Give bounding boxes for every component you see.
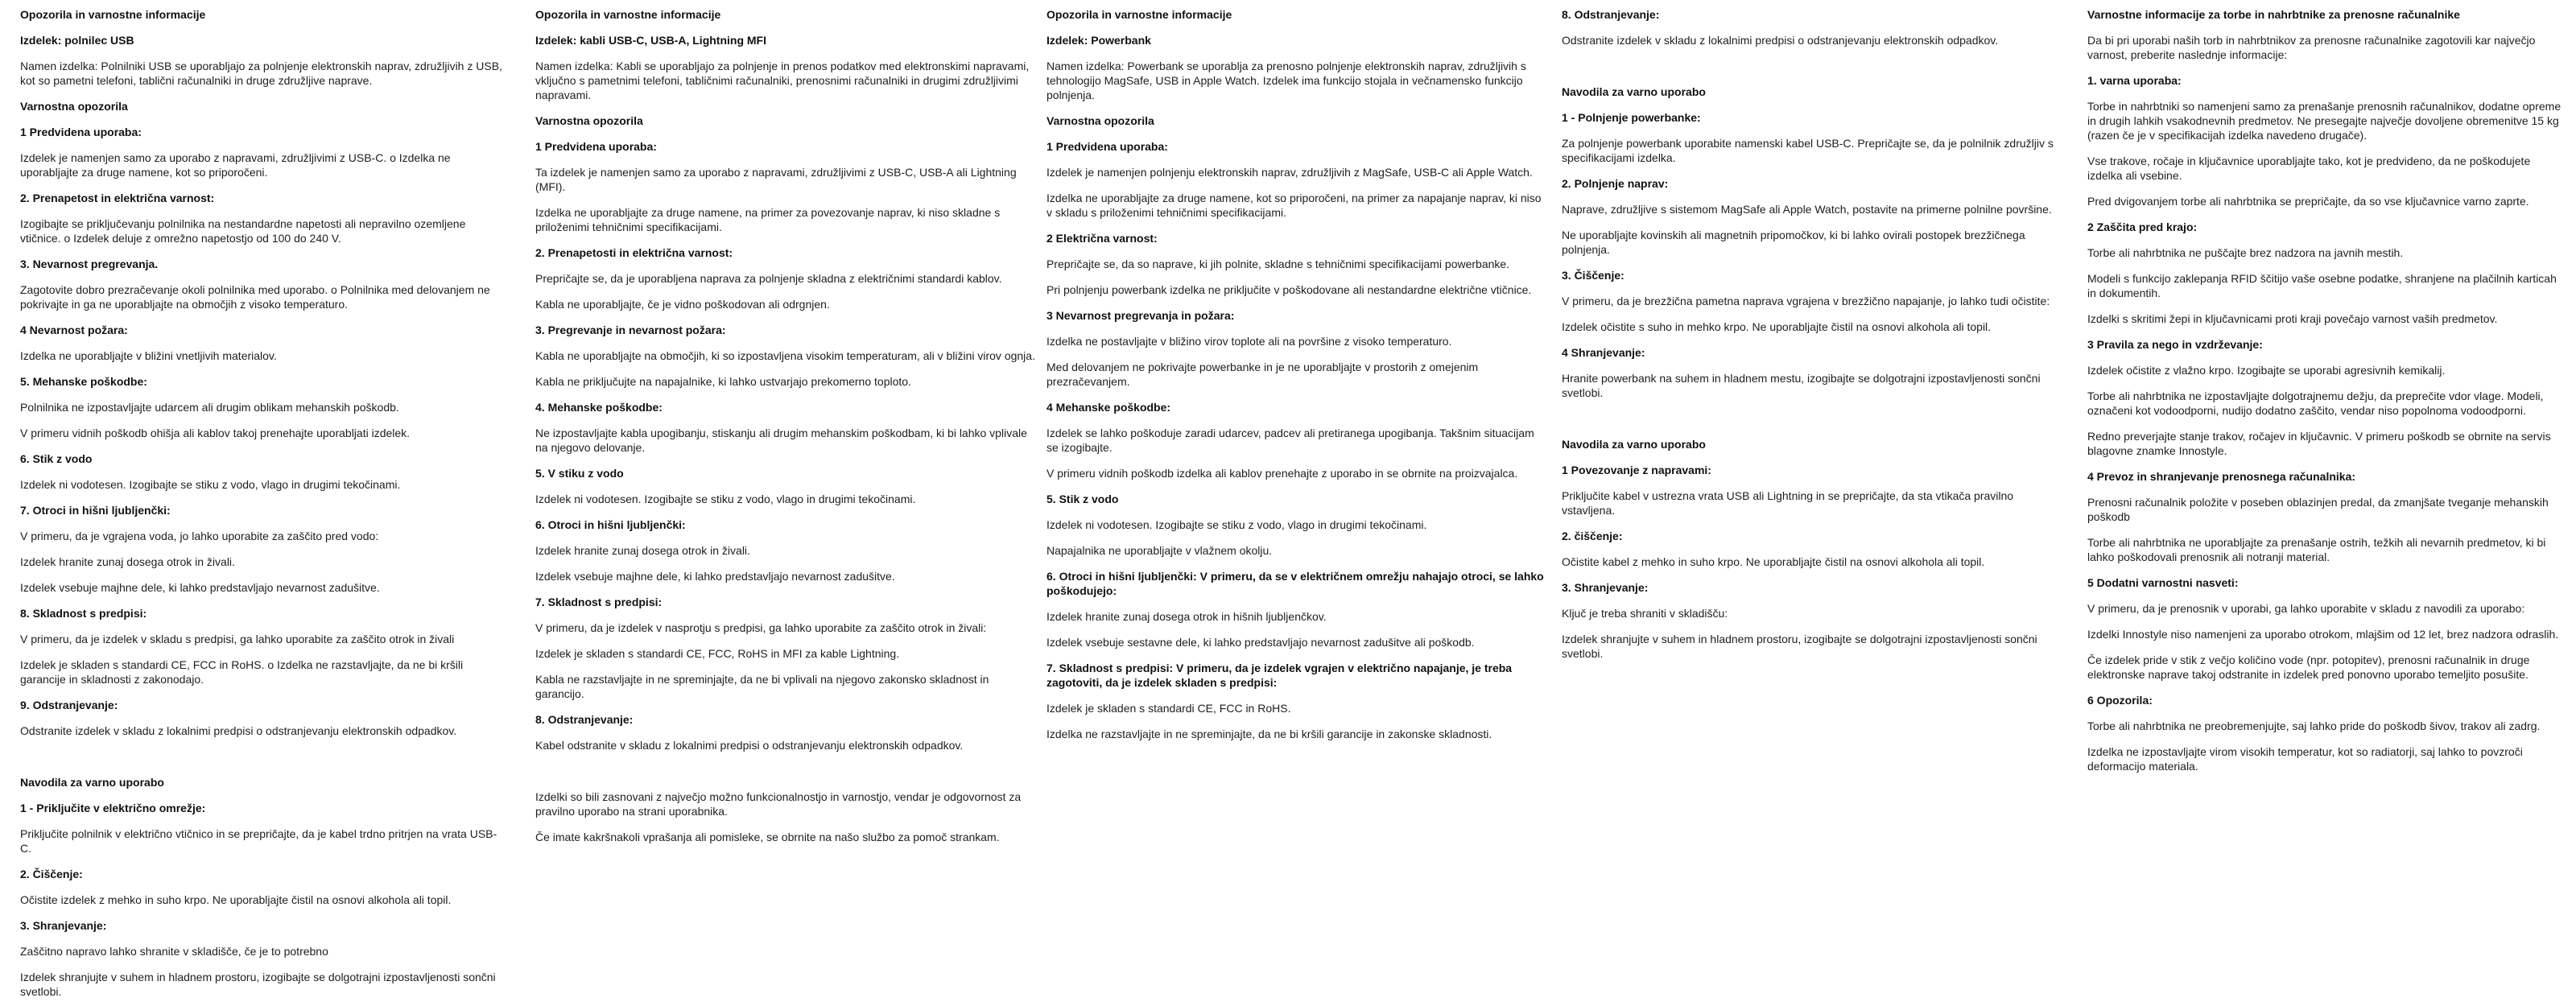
paragraph: Priključite polnilnik v električno vtičnico in se prepričajte, da je kabel trdno pritrjen na vrata USB-C.	[20, 827, 497, 855]
paragraph: Izdelek je namenjen polnjenju elektronskih naprav, združljivih z MagSafe, USB-C ali Apple Watch.	[1046, 166, 1533, 179]
column-powerbank-navodila	[1562, 7, 2058, 672]
section-heading: Navodila za varno uporabo	[1562, 85, 1706, 98]
paragraph: V primeru, da je izdelek v nasprotju s predpisi, ga lahko uporabite za zaščito otrok in živali:	[535, 621, 987, 634]
paragraph: V primeru, da je vgrajena voda, jo lahko uporabite za zaščito pred vodo:	[20, 530, 379, 542]
paragraph: Torbe ali nahrbtnika ne preobremenjujte, saj lahko pride do poškodb šivov, trakov ali zadrg.	[2087, 719, 2541, 732]
section-heading: 9. Odstranjevanje:	[20, 699, 118, 711]
section-gap	[20, 749, 503, 764]
paragraph: Izdelek vsebuje sestavne dele, ki lahko predstavljajo nevarnost zadušitve ali poškodb.	[1046, 636, 1475, 649]
section-heading: Izdelek: Powerbank	[1046, 34, 1151, 47]
section-heading: 6 Opozorila:	[2087, 694, 2153, 707]
paragraph: Prepričajte se, da so naprave, ki jih polnite, skladne s tehničnimi specifikacijami powerbanke.	[1046, 258, 1510, 270]
section-heading: 2 Električna varnost:	[1046, 232, 1158, 245]
paragraph: Kabla ne razstavljajte in ne spreminjajte, da ne bi vplivali na njegovo zakonsko skladnost in garancijo.	[535, 673, 989, 700]
paragraph: Izdelki Innostyle niso namenjeni za uporabo otrokom, mlajšim od 12 let, brez nadzora odraslih.	[2087, 628, 2559, 641]
section-heading: 1 Predvidena uporaba:	[1046, 140, 1168, 153]
paragraph: Če imate kakršnakoli vprašanja ali pomisleke, se obrnite na našo službo za pomoč strankam.	[535, 831, 1000, 843]
section-heading: Varnostne informacije za torbe in nahrbtnike za prenosne računalnike	[2087, 8, 2460, 21]
section-heading: 6. Stik z vodo	[20, 452, 93, 465]
section-heading: 2. Polnjenje naprav:	[1562, 177, 1669, 190]
section-heading: 4. Mehanske poškodbe:	[535, 401, 663, 414]
section-heading: 1. varna uporaba:	[2087, 74, 2182, 87]
paragraph: Namen izdelka: Kabli se uporabljajo za polnjenje in prenos podatkov med elektronskimi napravami, vključno s pametnimi telefoni, tabličnimi računalniki, prenosnimi računalniki in drugimi združljivimi napravami.	[535, 60, 1030, 101]
paragraph: Izdelek hranite zunaj dosega otrok in živali.	[20, 555, 235, 568]
paragraph: Kabel odstranite v skladu z lokalnimi predpisi o odstranjevanju elektronskih odpadkov.	[535, 739, 964, 752]
section-heading: 1 - Polnjenje powerbanke:	[1562, 111, 1701, 124]
paragraph: Torbe in nahrbtniki so namenjeni samo za prenašanje prenosnih računalnikov, dodatne opreme in drugih lahkih vsakodnevnih predmetov. Ne presegajte največje dovoljene obremenitve 15 kg (razen če je v specifikacijah izdelka navedeno drugače).	[2087, 100, 2562, 142]
paragraph: Odstranite izdelek v skladu z lokalnimi predpisi o odstranjevanju elektronskih odpadkov.	[1562, 34, 1999, 47]
section-heading: 2 Zaščita pred krajo:	[2087, 221, 2198, 233]
paragraph: Modeli s funkcijo zaklepanja RFID ščitijo vaše osebne podatke, shranjene na plačilnih karticah in dokumentih.	[2087, 272, 2557, 299]
paragraph: V primeru, da je izdelek v skladu s predpisi, ga lahko uporabite za zaščito otrok in živali	[20, 633, 455, 645]
section-heading: 4 Shranjevanje:	[1562, 346, 1645, 359]
paragraph: Polnilnika ne izpostavljajte udarcem ali drugim oblikam mehanskih poškodb.	[20, 401, 399, 414]
section-heading: 3. Pregrevanje in nevarnost požara:	[535, 324, 726, 336]
paragraph: Pri polnjenju powerbank izdelka ne priključite v poškodovane ali nestandardne električne vtičnice.	[1046, 283, 1532, 296]
paragraph: Vse trakove, ročaje in ključavnice uporabljajte tako, kot je predvideno, da ne poškodujete izdelka ali vsebine.	[2087, 155, 2531, 182]
column-torbe-nahrbtniki	[2087, 7, 2564, 785]
section-heading: Varnostna opozorila	[535, 114, 643, 127]
paragraph: Izdelek ni vodotesen. Izogibajte se stiku z vodo, vlago in drugimi tekočinami.	[535, 493, 916, 505]
section-heading: 3 Pravila za nego in vzdrževanje:	[2087, 338, 2263, 351]
paragraph: Izdelka ne uporabljajte v bližini vnetljivih materialov.	[20, 349, 277, 362]
paragraph: Ta izdelek je namenjen samo za uporabo z napravami, združljivimi z USB-C, USB-A ali Lightning (MFI).	[535, 166, 1017, 193]
section-heading: Izdelek: polnilec USB	[20, 34, 134, 47]
paragraph: Namen izdelka: Polnilniki USB se uporabljajo za polnjenje elektronskih naprav, združljivih z USB, kot so pametni telefoni, tablični računalniki in druge združljive naprave.	[20, 60, 502, 87]
paragraph: Očistite kabel z mehko in suho krpo. Ne uporabljajte čistil na osnovi alkohola ali topil.	[1562, 555, 1985, 568]
paragraph: Ključ je treba shraniti v skladišču:	[1562, 607, 1728, 620]
paragraph: Zagotovite dobro prezračevanje okoli polnilnika med uporabo. o Polnilnika med delovanjem ne pokrivajte in ga ne uporabljajte na območjih z visoko temperaturo.	[20, 283, 490, 311]
section-heading: Opozorila in varnostne informacije	[20, 8, 206, 21]
paragraph: Redno preverjajte stanje trakov, ročajev in ključavnic. V primeru poškodb se obrnite na servis blagovne znamke Innostyle.	[2087, 430, 2551, 457]
section-heading: 4 Nevarnost požara:	[20, 324, 128, 336]
section-heading: Opozorila in varnostne informacije	[1046, 8, 1232, 21]
section-heading: 1 - Priključite v električno omrežje:	[20, 802, 206, 814]
section-heading: 5. V stiku z vodo	[535, 467, 624, 480]
section-heading: 7. Skladnost s predpisi: V primeru, da je izdelek vgrajen v električno napajanje, je treba zagotoviti, da je izdelek skladen s predpisi:	[1046, 662, 1513, 689]
section-heading: 8. Odstranjevanje:	[1562, 8, 1660, 21]
section-heading: 3 Nevarnost pregrevanja in požara:	[1046, 309, 1235, 322]
section-gap	[1562, 59, 2058, 73]
section-heading: 2. Čiščenje:	[20, 868, 83, 880]
paragraph: Izdelka ne izpostavljajte virom visokih temperatur, kot so radiatorji, saj lahko to povzroči deformacijo materiala.	[2087, 745, 2523, 773]
paragraph: V primeru, da je brezžična pametna naprava vgrajena v brezžično napajanje, jo lahko tudi očistite:	[1562, 295, 2050, 307]
paragraph: Izogibajte se priključevanju polnilnika na nestandardne napetosti ali nepravilno ozemljene vtičnice. o Izdelek deluje z omrežno napetostjo od 100 do 240 V.	[20, 217, 466, 245]
paragraph: Prepričajte se, da je uporabljena naprava za polnjenje skladna z električnimi standardi kablov.	[535, 272, 1002, 285]
section-heading: 2. Prenapetost in električna varnost:	[20, 192, 215, 204]
paragraph: V primeru vidnih poškodb izdelka ali kablov prenehajte z uporabo in se obrnite na proizvajalca.	[1046, 467, 1518, 480]
section-heading: 1 Predvidena uporaba:	[535, 140, 657, 153]
section-heading: Navodila za varno uporabo	[20, 776, 164, 789]
paragraph: Kabla ne priključujte na napajalnike, ki lahko ustvarjajo prekomerno toploto.	[535, 375, 911, 388]
section-heading: 3. Nevarnost pregrevanja.	[20, 258, 159, 270]
paragraph: Izdelek se lahko poškoduje zaradi udarcev, padcev ali pretiranega upogibanja. Takšnim situacijam se izogibajte.	[1046, 427, 1534, 454]
section-heading: 6. Otroci in hišni ljubljenčki: V primeru, da se v električnem omrežju nahajajo otroci, se lahko poškodujejo:	[1046, 570, 1544, 597]
paragraph: Namen izdelka: Powerbank se uporablja za prenosno polnjenje elektronskih naprav, združljivih s tehnologijo MagSafe, USB in Apple Watch. Izdelek ima funkcijo stojala in večnamensko funkcijo polnjenja.	[1046, 60, 1526, 101]
paragraph: Torbe ali nahrbtnika ne puščajte brez nadzora na javnih mestih.	[2087, 246, 2404, 259]
paragraph: Izdelek ni vodotesen. Izogibajte se stiku z vodo, vlago in drugimi tekočinami.	[1046, 518, 1427, 531]
section-heading: 7. Otroci in hišni ljubljenčki:	[20, 504, 171, 517]
paragraph: Izdelka ne uporabljajte za druge namene, kot so priporočeni, na primer za napajanje naprav, ki niso v skladu s priloženimi tehničnimi specifikacijami.	[1046, 192, 1542, 219]
section-heading: 5. Mehanske poškodbe:	[20, 375, 147, 388]
paragraph: Očistite izdelek z mehko in suho krpo. Ne uporabljajte čistil na osnovi alkohola ali topil.	[20, 893, 452, 906]
section-heading: Varnostna opozorila	[1046, 114, 1154, 127]
section-heading: Opozorila in varnostne informacije	[535, 8, 721, 21]
paragraph: Torbe ali nahrbtnika ne uporabljajte za prenašanje ostrih, težkih ali nevarnih predmetov, ki bi lahko poškodovali prenosnik ali notranji material.	[2087, 536, 2546, 563]
paragraph: V primeru, da je prenosnik v uporabi, ga lahko uporabite v skladu z navodili za uporabo:	[2087, 602, 2525, 615]
column-powerbank	[1046, 7, 1546, 752]
column-usb-charger	[20, 7, 503, 1006]
paragraph: Izdelka ne uporabljajte za druge namene, na primer za povezovanje naprav, ki niso skladne s priloženimi tehničnimi specifikacijami.	[535, 206, 1001, 233]
paragraph: Ne izpostavljajte kabla upogibanju, stiskanju ali drugim mehanskim poškodbam, ki bi lahko vplivale na njegovo delovanje.	[535, 427, 1027, 454]
section-heading: Izdelek: kabli USB-C, USB-A, Lightning MFI	[535, 34, 766, 47]
paragraph: Kabla ne uporabljajte na območjih, ki so izpostavljena visokim temperaturam, ali v bližini virov ognja.	[535, 349, 1035, 362]
paragraph: Da bi pri uporabi naših torb in nahrbtnikov za prenosne računalnike zagotovili kar največjo varnost, preberite naslednje informacije:	[2087, 34, 2536, 61]
section-gap	[1562, 411, 2058, 426]
section-heading: 3. Shranjevanje:	[1562, 581, 1649, 594]
paragraph: Izdelek je skladen s standardi CE, FCC in RoHS. o Izdelka ne razstavljajte, da ne bi kršili garancije in skladnosti z zakonodajo.	[20, 658, 464, 686]
section-heading: 3. Shranjevanje:	[20, 919, 107, 932]
paragraph: Pred dvigovanjem torbe ali nahrbtnika se prepričajte, da so vse ključavnice varno zaprte.	[2087, 195, 2529, 208]
section-heading: Varnostna opozorila	[20, 100, 128, 113]
paragraph: Izdelek shranjujte v suhem in hladnem prostoru, izogibajte se dolgotrajni izpostavljenosti sončni svetlobi.	[1562, 633, 2037, 660]
paragraph: Prenosni računalnik položite v poseben oblazinjen predal, da zmanjšate tveganje mehanskih poškodb	[2087, 496, 2549, 523]
paragraph: Odstranite izdelek v skladu z lokalnimi predpisi o odstranjevanju elektronskih odpadkov.	[20, 724, 457, 737]
paragraph: Napajalnika ne uporabljajte v vlažnem okolju.	[1046, 544, 1273, 557]
paragraph: Izdelki so bili zasnovani z največjo možno funkcionalnostjo in varnostjo, vendar je odgovornost za pravilno uporabo na strani uporabnika.	[535, 790, 1022, 818]
paragraph: Priključite kabel v ustrezna vrata USB ali Lightning in se prepričajte, da sta vtikača pravilno vstavljena.	[1562, 489, 2014, 517]
column-cables	[535, 7, 1036, 856]
paragraph: Izdelek shranjujte v suhem in hladnem prostoru, izogibajte se dolgotrajni izpostavljenosti sončni svetlobi.	[20, 971, 496, 998]
section-heading: 4 Mehanske poškodbe:	[1046, 401, 1171, 414]
paragraph: Izdelek ni vodotesen. Izogibajte se stiku z vodo, vlago in drugimi tekočinami.	[20, 478, 401, 491]
section-heading: 7. Skladnost s predpisi:	[535, 596, 663, 608]
paragraph: Kabla ne uporabljajte, če je vidno poškodovan ali odrgnjen.	[535, 298, 830, 311]
paragraph: Izdelek vsebuje majhne dele, ki lahko predstavljajo nevarnost zadušitve.	[20, 581, 380, 594]
section-heading: 8. Odstranjevanje:	[535, 713, 634, 726]
paragraph: Izdelek je namenjen samo za uporabo z napravami, združljivimi z USB-C. o Izdelka ne uporabljajte za druge namene, kot so priporočeni.	[20, 151, 451, 179]
paragraph: Izdelek očistite z vlažno krpo. Izogibajte se uporabi agresivnih kemikalij.	[2087, 364, 2446, 377]
paragraph: Izdelek je skladen s standardi CE, FCC in RoHS.	[1046, 702, 1291, 715]
section-heading: 4 Prevoz in shranjevanje prenosnega računalnika:	[2087, 470, 2356, 483]
section-heading: 5. Stik z vodo	[1046, 493, 1119, 505]
paragraph: V primeru vidnih poškodb ohišja ali kablov takoj prenehajte uporabljati izdelek.	[20, 427, 411, 439]
paragraph: Zaščitno napravo lahko shranite v skladišče, če je to potrebno	[20, 945, 328, 958]
section-heading: 1 Predvidena uporaba:	[20, 126, 142, 138]
section-heading: Navodila za varno uporabo	[1562, 438, 1706, 451]
paragraph: Naprave, združljive s sistemom MagSafe ali Apple Watch, postavite na primerne polnilne površine.	[1562, 203, 2052, 216]
section-heading: 3. Čiščenje:	[1562, 269, 1624, 282]
paragraph: Izdelek očistite s suho in mehko krpo. Ne uporabljajte čistil na osnovi alkohola ali topil.	[1562, 320, 1992, 333]
section-heading: 5 Dodatni varnostni nasveti:	[2087, 576, 2239, 589]
paragraph: Med delovanjem ne pokrivajte powerbanke in je ne uporabljajte v prostorih z omejenim prezračevanjem.	[1046, 361, 1479, 388]
paragraph: Izdelek je skladen s standardi CE, FCC, RoHS in MFI za kable Lightning.	[535, 647, 900, 660]
paragraph: Hranite powerbank na suhem in hladnem mestu, izogibajte se dolgotrajni izpostavljenosti sončni svetlobi.	[1562, 372, 2041, 399]
paragraph: Če izdelek pride v stik z večjo količino vode (npr. potopitev), prenosni računalnik in druge elektronske naprave takoj odstranite in izdelek pred ponovno uporabo temeljito posušite.	[2087, 653, 2530, 681]
section-heading: 1 Povezovanje z napravami:	[1562, 464, 1711, 476]
paragraph: Izdelek vsebuje majhne dele, ki lahko predstavljajo nevarnost zadušitve.	[535, 570, 895, 583]
paragraph: Izdelka ne razstavljajte in ne spreminjajte, da ne bi kršili garancije in zakonske skladnosti.	[1046, 728, 1492, 740]
paragraph: Izdelka ne postavljajte v bližino virov toplote ali na površine z visoko temperaturo.	[1046, 335, 1452, 348]
section-heading: 6. Otroci in hišni ljubljenčki:	[535, 518, 686, 531]
paragraph: Torbe ali nahrbtnika ne izpostavljajte dolgotrajnemu dežju, da preprečite vdor vlage. Modeli, označeni kot vodoodporni, nudijo dodatno zaščito, vendar niso popolnoma vodoodporni.	[2087, 390, 2544, 417]
paragraph: Izdelek hranite zunaj dosega otrok in hišnih ljubljenčkov.	[1046, 610, 1327, 623]
paragraph: Ne uporabljajte kovinskih ali magnetnih pripomočkov, ki bi lahko ovirali postopek brezžičnega polnjenja.	[1562, 229, 2025, 256]
section-gap	[535, 764, 1036, 778]
section-heading: 8. Skladnost s predpisi:	[20, 607, 147, 620]
paragraph: Za polnjenje powerbank uporabite namenski kabel USB-C. Prepričajte se, da je polnilnik združljiv s specifikacijami izdelka.	[1562, 137, 2054, 164]
section-heading: 2. Prenapetosti in električna varnost:	[535, 246, 733, 259]
paragraph: Izdelki s skritimi žepi in ključavnicami proti kraji povečajo varnost vaših predmetov.	[2087, 312, 2498, 325]
paragraph: Izdelek hranite zunaj dosega otrok in živali.	[535, 544, 750, 557]
section-heading: 2. čiščenje:	[1562, 530, 1623, 542]
